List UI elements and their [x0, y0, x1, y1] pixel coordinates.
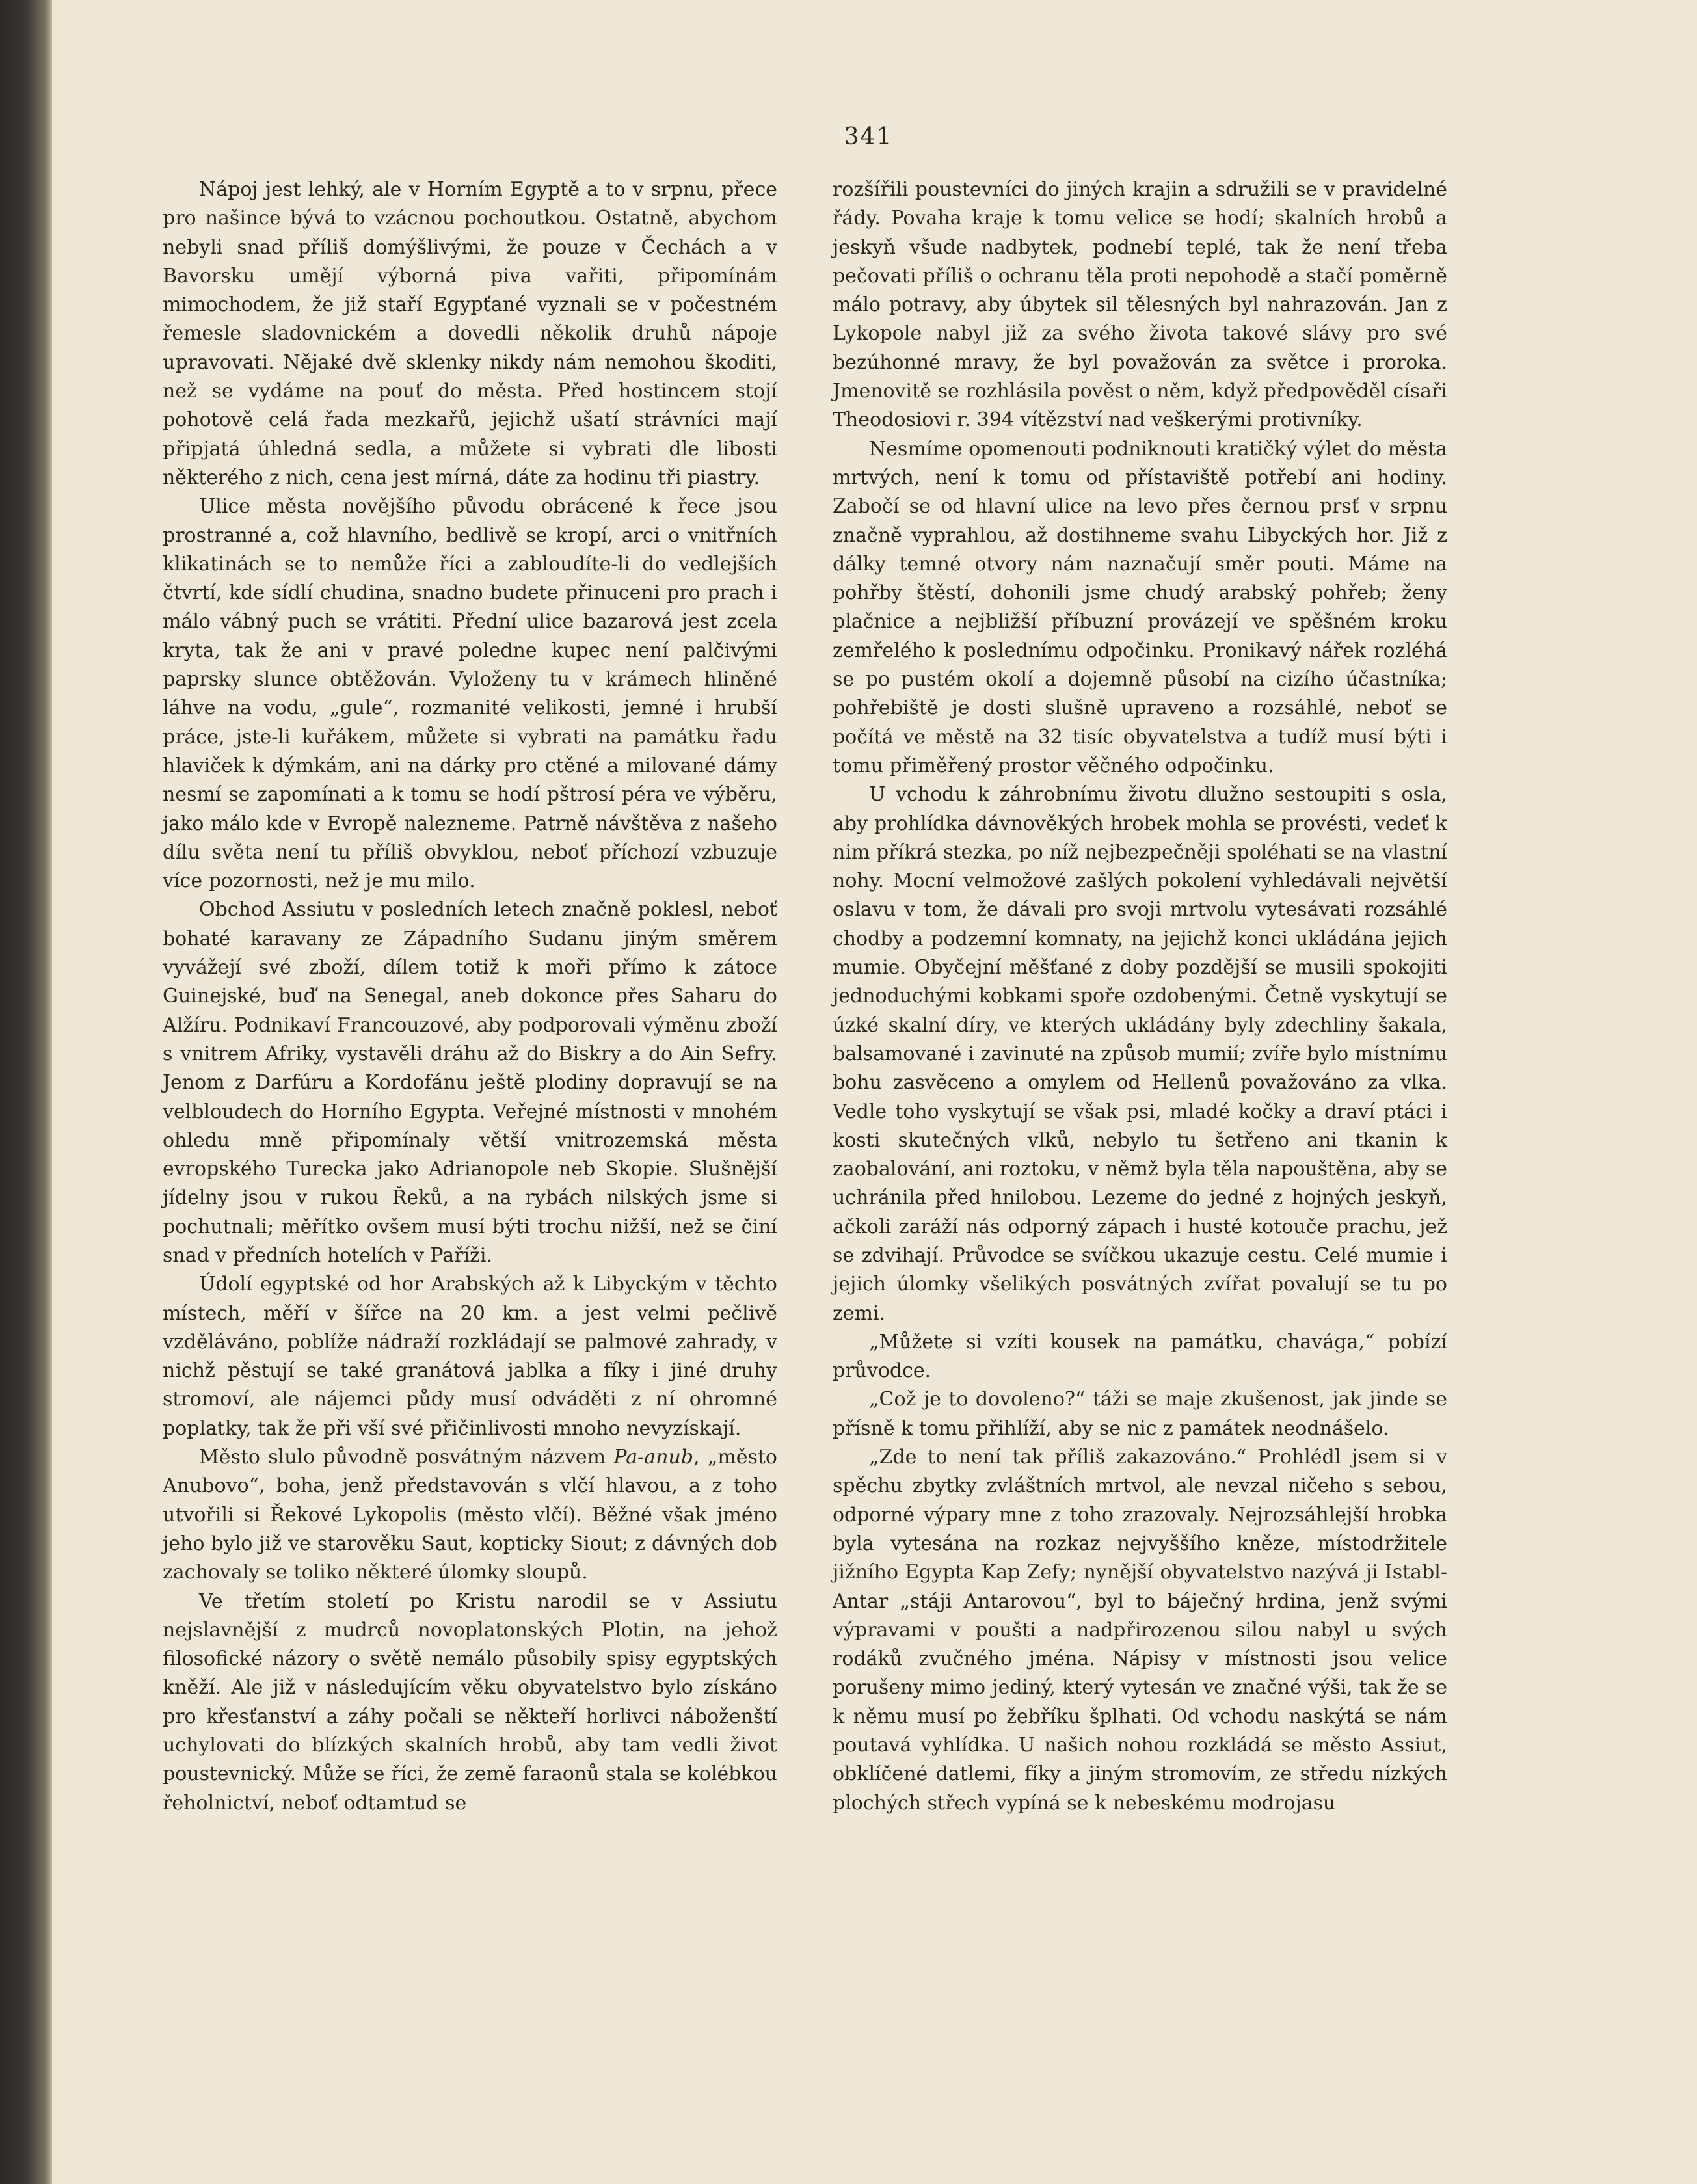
- paragraph: „Což je to dovoleno?“ táži se maje zkušenost, jak jinde se přísně k tomu přihlíží, aby se nic z památek neodnášelo.: [833, 1388, 1447, 1440]
- paragraph: Ulice města novějšího původu obrácené k řece jsou prostranné a, což hlavního, bedlivě se kropí, arci o vnitřních klikatinách se to nemůže říci a zabloudíte-li do vedlejších čtvrtí, kde sídlí chudina, snadno budete přinuceni pro prach i málo vábný puch se vrátiti. Přední ulice bazarová jest zcela kryta, tak že ani v pravé poledne kupec není palčivými paprsky slunce obtěžován. Vyloženy tu v krámech hliněné láhve na vodu, „gule“, rozmanité velikosti, jemné i hrubší práce, jste-li kuřákem, můžete si vybrati na památku řadu hlaviček k dýmkám, ani na dárky pro ctěné a milované dámy nesmí se zapomínati a k tomu se hodí pštrosí péra ve výběru, jako málo kde v Evropě nalezneme. Patrně návštěva z našeho dílu světa není tu příliš obvyklou, neboť příchozí vzbuzuje více pozornosti, než je mu milo.: [163, 495, 777, 893]
- page-number: 341: [844, 124, 893, 150]
- paragraph: Obchod Assiutu v posledních letech značně poklesl, neboť bohaté karavany ze Západního Sudanu jiným směrem vyvážejí své zboží, dílem totiž k moři přímo k zátoce Guinejské, buď na Senegal, aneb dokonce přes Saharu do Alžíru. Podnikaví Francouzové, aby podporovali výměnu zboží s vnitrem Afriky, vystavěli dráhu až do Biskry a do Ain Sefry. Jenom z Darfúru a Kordofánu ještě plodiny dopravují se na velbloudech do Horního Egypta. Veřejné místnosti v mnohém ohledu mně připomínaly větší vnitrozemská města evropského Turecka jako Adrianopole neb Skopie. Slušnější jídelny jsou v rukou Řeků, a na rybách nilských jsme si pochutnali; měřítko ovšem musí býti trochu nižší, než se činí snad v předních hotelích v Paříži.: [163, 898, 777, 1267]
- book-page: [52, 0, 1697, 2184]
- paragraph: „Zde to není tak příliš zakazováno.“ Prohlédl jsem si v spěchu zbytky zvláštních mrtvol, ale nevzal ničeho s sebou, odporné výpary mne z toho zrazovaly. Nejrozsáhlejší hrobka byla vytesána na rozkaz nejvyššího kněze, místodržitele jižního Egypta Kap Zefy; nynější obyvatelstvo nazývá ji Istabl-Antar „stáji Antarovou“, byl to báječný hrdina, jenž svými výpravami v poušti a nadpřirozenou silou nabyl u svých rodáků zvučného jména. Nápisy v místnosti jsou velice porušeny mimo jediný, který vytesán ve značné výši, tak že se k němu musí po žebříku šplhati. Od vchodu naskýtá se nám poutavá vyhlídka. U našich nohou rozkládá se město Assiut, obklíčené datlemi, fíky a jiným stromovím, ze středu nízkých plochých střech vypíná se k nebeskému modrojasu: [833, 1446, 1447, 1815]
- paragraph: Nesmíme opomenouti podniknouti kratičký výlet do města mrtvých, není k tomu od přístaviště potřebí ani hodiny. Zabočí se od hlavní ulice na levo přes černou prsť v srpnu značně vyprahlou, až dostihneme svahu Libyckých hor. Již z dálky temné otvory nám naznačují směr pouti. Máme na pohřby štěstí, dohonili jsme chudý arabský pohřeb; ženy plačnice a nejbližší příbuzní provázejí ve spěšném kroku zemřelého k poslednímu odpočinku. Pronikavý nářek rozléhá se po pustém okolí a dojemně působí na cizího účastníka; pohřebiště je dosti slušně upraveno a rozsáhlé, neboť se počítá ve městě na 32 tisíc obyvatelstva a tudíž musí býti i tomu přiměřený prostor věčného odpočinku.: [833, 437, 1447, 777]
- paragraph: „Můžete si vzíti kousek na památku, chavága,“ pobízí průvodce.: [833, 1330, 1447, 1383]
- paragraph: U vchodu k záhrobnímu životu dlužno sestoupiti s osla, aby prohlídka dávnověkých hrobek mohla se provésti, vedeť k nim příkrá stezka, po níž nejbezpečněji spoléhati se na vlastní nohy. Mocní velmožové zašlých pokolení vyhledávali největší oslavu v tom, že dávali pro svoji mrtvolu vytesávati rozsáhlé chodby a podzemní komnaty, na jejichž konci ukládána jejich mumie. Obyčejní měšťané z doby pozdější se musili spokojiti jednoduchými kobkami spoře ozdobenými. Četně vyskytují se úzké skalní díry, ve kterých ukládány byly zdechliny šakala, balsamované i zavinuté na způsob mumií; zvíře bylo místnímu bohu zasvěceno a omylem od Hellenů považováno za vlka. Vedle toho vyskytují se však psi, mladé kočky a draví ptáci i kosti skutečných vlků, nebylo tu šetřeno ani tkanin k zaobalování, ani roztoku, v němž byla těla napouštěna, aby se uchránila před hnilobou. Lezeme do jedné z hojných jeskyň, ačkoli zaráží nás odporný zápach i husté kotouče prachu, jež se zdvihají. Průvodce se svíčkou ukazuje cestu. Celé mumie i jejich úlomky všelikých posvátných zvířat povalují se tu po zemi.: [833, 783, 1447, 1325]
- left-column: [163, 176, 777, 1818]
- paragraph: Údolí egyptské od hor Arabských až k Libyckým v těchto místech, měří v šířce na 20 km. a jest velmi pečlivě vzděláváno, poblíže nádraží rozkládají se palmové zahrady, v nichž pěstují se také granátová jablka a fíky i jiné druhy stromoví, ale nájemci půdy musí odváděti z ní ohromné poplatky, tak že při vší své přičinlivosti mnoho nevyzískají.: [163, 1273, 777, 1440]
- paragraph: Ve třetím století po Kristu narodil se v Assiutu nejslavnější z mudrců novoplatonských Plotin, na jehož filosofické názory o světě nemálo působily spisy egyptských kněží. Ale již v následujícím věku obyvatelstvo bylo získáno pro křesťanství a záhy počali se někteří horlivci náboženští uchylovati do blízkých skalních hrobů, aby tam vedli život poustevnický. Může se říci, že země faraonů stala se kolébkou řeholnictví, neboť odtamtud se: [163, 1590, 777, 1815]
- book-binding-edge: [0, 0, 52, 2184]
- paragraph: Nápoj jest lehký, ale v Horním Egyptě a to v srpnu, přece pro našince bývá to vzácnou pochoutkou. Ostatně, abychom nebyli snad příliš domýšlivými, že pouze v Čechách a v Bavorsku umějí výborná piva vařiti, připomínám mimochodem, že již staří Egypťané vyznali se v počestném řemesle sladovnickém a dovedli několik druhů nápoje upravovati. Nějaké dvě sklenky nikdy nám nemohou škoditi, než se vydáme na pouť do města. Před hostincem stojí pohotově celá řada mezkařů, jejichž ušatí strávníci mají připjatá úhledná sedla, a můžete si vybrati dle libosti některého z nich, cena jest mírná, dáte za hodinu tři piastry.: [163, 178, 777, 489]
- paragraph-text: , „město Anubovo“, boha, jenž představován s vlčí hlavou, a z toho utvořili si Řekové Lykopolis (město vlčí). Běžné však jméno jeho bylo již ve starověku Saut, kopticky Siout; z dávných dob zachovaly se toliko některé úlomky sloupů.: [163, 1446, 777, 1584]
- paragraph-text: Město slulo původně posvátným názvem: [199, 1446, 614, 1469]
- emphasized-name: Pa-anub: [613, 1446, 693, 1469]
- paragraph: [163, 1443, 777, 1587]
- right-column: [833, 176, 1447, 1818]
- paragraph-continued: rozšířili poustevníci do jiných krajin a sdružili se v pravidelné řády. Povaha kraje k tomu velice se hodí; skalních hrobů a jeskyň všude nadbytek, podnebí teplé, tak že není třeba pečovati příliš o ochranu těla proti nepohodě a stačí poměrně málo potravy, aby úbytek sil tělesných byl nahrazován. Jan z Lykopole nabyl již za svého života takové slávy pro své bezúhonné mravy, že byl považován za světce i proroka. Jmenovitě se rozhlásila pověst o něm, když předpověděl císaři Theodosiovi r. 394 vítězství nad veškerými protivníky.: [833, 178, 1447, 432]
